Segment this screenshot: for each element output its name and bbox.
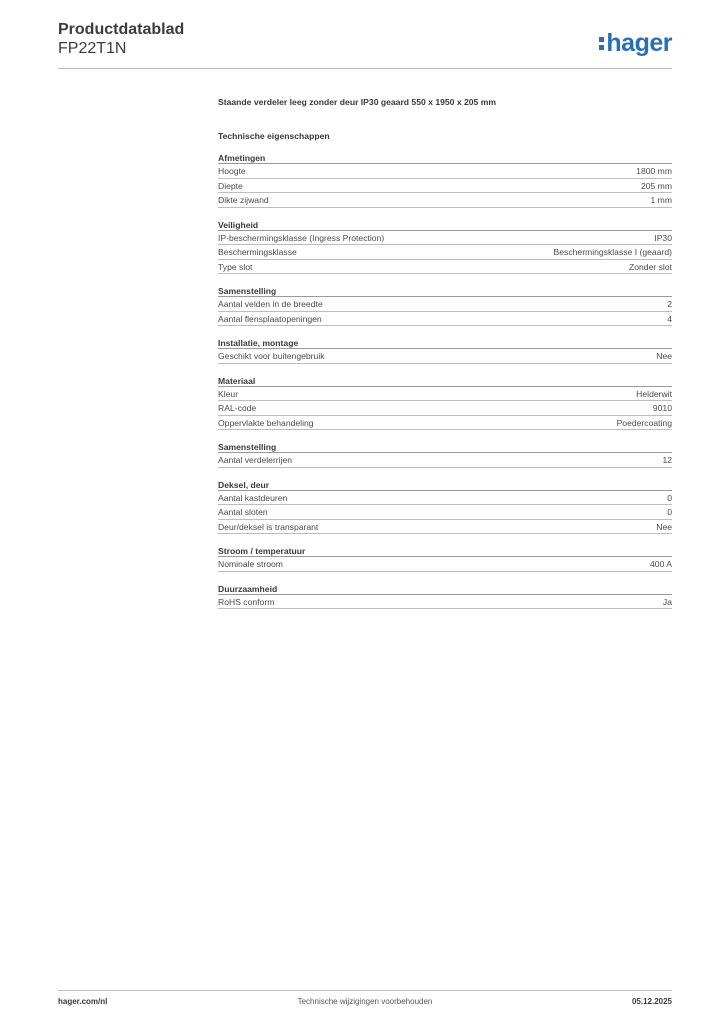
- product-description: Staande verdeler leeg zonder deur IP30 geaard 550 x 1950 x 205 mm: [218, 97, 497, 107]
- spec-value: IP30: [654, 232, 672, 243]
- spec-row: [218, 520, 672, 535]
- spec-label: Deur/deksel is transparant: [218, 521, 319, 532]
- spec-groups: [218, 152, 672, 609]
- spec-value: 0: [667, 507, 672, 517]
- spec-value: 2: [667, 299, 672, 309]
- spec-group-title: Samenstelling: [218, 285, 672, 297]
- spec-row: [218, 231, 672, 246]
- spec-row: [218, 349, 672, 364]
- hager-logo: [599, 29, 672, 58]
- spec-label: Type slot: [218, 261, 253, 272]
- footer-date: 05.12.2025: [631, 997, 672, 1006]
- spec-label: Hoogte: [218, 166, 246, 176]
- spec-label: Aantal sloten: [218, 507, 268, 517]
- spec-group-title: Veiligheid: [218, 219, 672, 231]
- spec-row: [218, 453, 672, 468]
- spec-row: [218, 245, 672, 260]
- spec-label: Dikte zijwand: [218, 195, 269, 205]
- spec-value: Helderwit: [636, 388, 672, 399]
- spec-group: [218, 479, 672, 535]
- spec-row: [218, 401, 672, 416]
- spec-row: [218, 312, 672, 327]
- spec-content: [218, 95, 672, 609]
- spec-group: [218, 219, 672, 275]
- spec-group-title: Afmetingen: [218, 152, 672, 164]
- spec-row: [218, 505, 672, 520]
- spec-value: 1 mm: [650, 195, 672, 205]
- spec-value: Ja: [662, 596, 672, 607]
- spec-value: 9010: [652, 403, 672, 413]
- spec-row: [218, 595, 672, 610]
- product-code: FP22T1N: [58, 40, 127, 57]
- spec-value: 1800 mm: [636, 166, 672, 176]
- spec-label: Nominale stroom: [218, 559, 283, 569]
- spec-row: [218, 297, 672, 312]
- spec-label: Kleur: [218, 388, 239, 399]
- logo-dots-icon: [599, 34, 604, 52]
- spec-group-title: Stroom / temperatuur: [218, 545, 672, 557]
- spec-value: 400 A: [650, 559, 672, 569]
- spec-group-title: Deksel, deur: [218, 479, 672, 491]
- header-divider: [58, 68, 672, 69]
- spec-value: 12: [662, 455, 672, 465]
- spec-group: [218, 337, 672, 364]
- spec-group: [218, 545, 672, 572]
- section-heading: Technische eigenschappen: [218, 131, 330, 141]
- spec-row: [218, 491, 672, 506]
- spec-value: Nee: [656, 351, 672, 361]
- spec-group-title: Samenstelling: [218, 441, 672, 453]
- spec-group: [218, 441, 672, 468]
- spec-row: [218, 387, 672, 402]
- logo-text: hager: [606, 29, 672, 57]
- spec-group-title: Duurzaamheid: [218, 583, 672, 595]
- page-footer: [58, 997, 672, 1011]
- spec-row: [218, 260, 672, 275]
- spec-label: IP-beschermingsklasse (Ingress Protection): [218, 232, 385, 243]
- page-header: [58, 20, 672, 70]
- spec-group: [218, 285, 672, 326]
- spec-row: [218, 179, 672, 194]
- spec-label: Beschermingsklasse: [218, 247, 297, 257]
- spec-value: Zonder slot: [629, 261, 672, 272]
- spec-value: Beschermingsklasse I (geaard): [553, 247, 672, 257]
- spec-group-title: Materiaal: [218, 375, 672, 387]
- spec-value: 205 mm: [640, 180, 672, 191]
- spec-row: [218, 416, 672, 431]
- spec-value: Nee: [656, 521, 672, 532]
- spec-row: [218, 557, 672, 572]
- page-title: Productdatablad: [58, 21, 185, 38]
- spec-label: Geschikt voor buitengebruik: [218, 351, 325, 361]
- spec-group: [218, 583, 672, 610]
- spec-value: 4: [667, 313, 672, 324]
- footer-divider: [58, 990, 672, 991]
- spec-label: Diepte: [218, 180, 243, 191]
- footer-disclaimer: Technische wijzigingen voorbehouden: [297, 997, 433, 1006]
- spec-group: [218, 152, 672, 208]
- spec-group: [218, 375, 672, 431]
- spec-label: Aantal verdelerrijen: [218, 455, 293, 465]
- spec-label: RoHS conform: [218, 596, 275, 607]
- spec-group-title: Installatie, montage: [218, 337, 672, 349]
- spec-value: 0: [667, 492, 672, 503]
- footer-website-link[interactable]: hager.com/nl: [58, 997, 108, 1006]
- spec-value: Poedercoating: [616, 417, 672, 428]
- spec-label: RAL-code: [218, 403, 257, 413]
- spec-label: Aantal flensplaatopeningen: [218, 313, 322, 324]
- spec-label: Aantal kastdeuren: [218, 492, 288, 503]
- spec-label: Oppervlakte behandeling: [218, 417, 314, 428]
- spec-label: Aantal velden in de breedte: [218, 299, 323, 309]
- spec-row: [218, 193, 672, 208]
- spec-row: [218, 164, 672, 179]
